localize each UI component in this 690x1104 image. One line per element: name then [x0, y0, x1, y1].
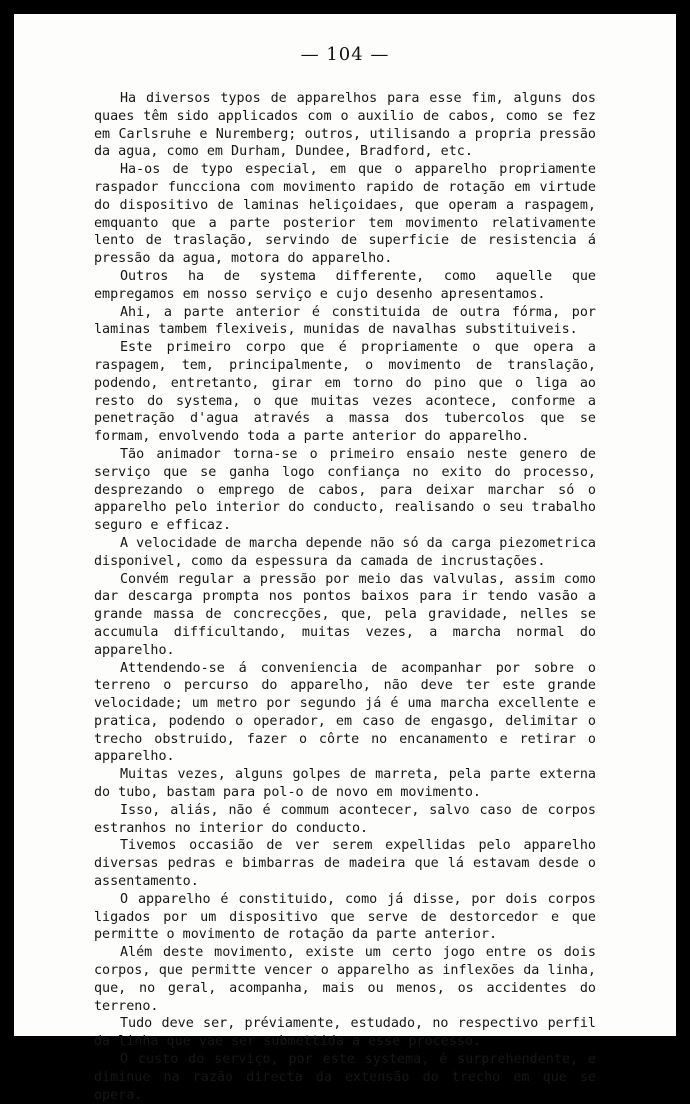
paragraph: Ahi, a parte anterior é constituida de outra fórma, por laminas tambem flexiveis, munidas de navalhas substituiveis. — [94, 304, 596, 338]
paragraph: Outros ha de systema differente, como aquelle que empregamos em nosso serviço e cujo desenho apresentamos. — [94, 268, 596, 302]
paragraph: Além deste movimento, existe um certo jogo entre os dois corpos, que permitte vencer o apparelho as inflexões da linha, que, no geral, acompanha, mais ou menos, os accidentes do terreno. — [94, 945, 596, 1014]
paragraph: Este primeiro corpo que é propriamente o que opera a raspagem, tem, principalmente, o movimento de translação, podendo, entretanto, girar em torno do pino que o liga ao resto do systema, o que muitas vezes acontece, conforme a penetração d'agua através a massa dos tubercolos que se formam, envolvendo toda a parte anterior do apparelho. — [94, 340, 596, 445]
paragraph: Attendendo-se á conveniencia de acompanhar por sobre o terreno o percurso do apparelho, não deve ter este grande velocidade; um metro por segundo já é uma marcha excellente e pratica, podendo o operador, em caso de engasgo, delimitar o trecho obstruido, fazer o côrte no encanamento e retirar o apparelho. — [94, 660, 596, 765]
paragraph: Tudo deve ser, préviamente, estudado, no respectivo perfil da linha que vae ser submettida a esse processo. — [94, 1016, 596, 1050]
paragraph: Convém regular a pressão por meio das valvulas, assim como dar descarga prompta nos pontos baixos para ir tendo vasão a grande massa de concrecções, que, pela gravidade, nelles se accumula difficultando, muitas vezes, a marcha normal do apparelho. — [94, 571, 596, 658]
paragraph: Tão animador torna-se o primeiro ensaio neste genero de serviço que se ganha logo confiança no exito do processo, desprezando o emprego de cabos, para deixar marchar só o apparelho pelo interior do conducto, realisando o seu trabalho seguro e efficaz. — [94, 446, 596, 534]
paragraph: O custo do serviço, por este systema, é surprehendente, e diminue na razão directa da extensão do trecho em que se opera. — [94, 1052, 596, 1103]
page-number: — 104 — — [300, 44, 390, 65]
paragraph: Ha-os de typo especial, em que o apparelho propriamente raspador funcciona com movimento rapido de rotação em virtude do dispositivo de laminas heliçoidaes, que operam a raspagem, emquanto que a parte posterior tem movimento relativamente lento de traslação, servindo de superficie de resistencia á pressão da agua, motora do apparelho. — [94, 162, 596, 267]
paragraph: Isso, aliás, não é commum acontecer, salvo caso de corpos estranhos no interior do conducto. — [94, 802, 596, 836]
paragraph: A velocidade de marcha depende não só da carga piezometrica disponivel, como da espessura da camada de incrustações. — [94, 535, 596, 569]
paragraph: Tivemos occasião de ver serem expellidas pelo apparelho diversas pedras e bimbarras de madeira que lá estavam desde o assentamento. — [94, 838, 596, 890]
paragraph: Ha diversos typos de apparelhos para esse fim, alguns dos quaes têm sido applicados com o auxilio de cabos, como se fez em Carlsruhe e Nuremberg; outros, utilisando a propria pressão da agua, como em Durham, Dundee, Bradford, etc. — [94, 91, 596, 160]
document-page — [14, 14, 676, 1103]
paragraph: Muitas vezes, alguns golpes de marreta, pela parte externa do tubo, bastam para pol-o de novo em movimento. — [94, 767, 596, 801]
body-text — [94, 90, 596, 1104]
paragraph: O apparelho é constituido, como já disse, por dois corpos ligados por um dispositivo que serve de destorcedor e que permitte o movimento de rotação da parte anterior. — [94, 891, 596, 943]
